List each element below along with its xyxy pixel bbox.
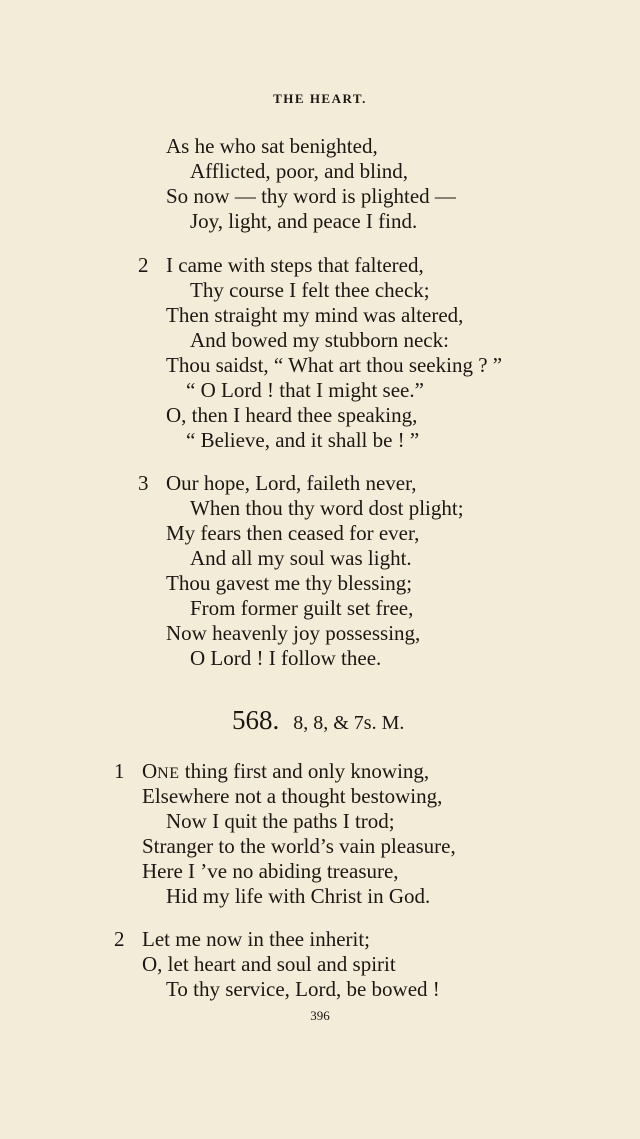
verse-line: So now — thy word is plighted — bbox=[166, 184, 456, 208]
verse-line: To thy service, Lord, be bowed ! bbox=[166, 977, 440, 1001]
verse-line: From former guilt set free, bbox=[190, 596, 414, 620]
first-line-rest: thing first and only knowing, bbox=[179, 759, 430, 783]
hymn-heading bbox=[232, 707, 404, 734]
verse-line: Our hope, Lord, faileth never, bbox=[166, 471, 417, 495]
running-header: THE HEART. bbox=[273, 91, 367, 106]
verse-line: Here I ’ve no abiding treasure, bbox=[142, 859, 399, 883]
verse-line: Elsewhere not a thought bestowing, bbox=[142, 784, 443, 808]
verse-line: Thou saidst, “ What art thou seeking ? ” bbox=[166, 353, 503, 377]
verse-line: As he who sat benighted, bbox=[166, 134, 378, 158]
verse-line: Now heavenly joy possessing, bbox=[166, 621, 421, 645]
verse-line: Afflicted, poor, and blind, bbox=[190, 159, 409, 183]
drop-initial: O bbox=[142, 759, 158, 783]
verse-line: Now I quit the paths I trod; bbox=[166, 809, 395, 833]
verse-line: And bowed my stubborn neck: bbox=[190, 328, 449, 352]
verse-line: “ O Lord ! that I might see.” bbox=[186, 378, 424, 402]
verse-line: O, then I heard thee speaking, bbox=[166, 403, 418, 427]
verse-line: Let me now in thee inherit; bbox=[142, 927, 371, 951]
verse-line: My fears then ceased for ever, bbox=[166, 521, 420, 545]
verse-line: Stranger to the world’s vain pleasure, bbox=[142, 834, 456, 858]
verse-line: I came with steps that faltered, bbox=[166, 253, 424, 277]
small-caps-word: NE bbox=[157, 765, 180, 782]
verse-line: Hid my life with Christ in God. bbox=[166, 884, 431, 908]
hymn-number: 568. bbox=[232, 705, 280, 735]
verse-line: And all my soul was light. bbox=[190, 546, 412, 570]
verse-line bbox=[142, 761, 429, 782]
verse-line: Thou gavest me thy blessing; bbox=[166, 571, 413, 595]
stanza-number: 2 bbox=[138, 253, 149, 277]
verse-line: Then straight my mind was altered, bbox=[166, 303, 464, 327]
verse-line: Thy course I felt thee check; bbox=[190, 278, 430, 302]
verse-line: When thou thy word dost plight; bbox=[190, 496, 464, 520]
page-number: 396 bbox=[310, 1008, 330, 1023]
hymn-meter: 8, 8, & 7s. M. bbox=[293, 712, 405, 734]
verse-line: Joy, light, and peace I find. bbox=[190, 209, 418, 233]
verse-line: O, let heart and soul and spirit bbox=[142, 952, 396, 976]
stanza-number: 1 bbox=[114, 759, 125, 783]
verse-line: O Lord ! I follow thee. bbox=[190, 646, 382, 670]
verse-line: “ Believe, and it shall be ! ” bbox=[186, 428, 420, 452]
stanza-number: 2 bbox=[114, 927, 125, 951]
stanza-number: 3 bbox=[138, 471, 149, 495]
